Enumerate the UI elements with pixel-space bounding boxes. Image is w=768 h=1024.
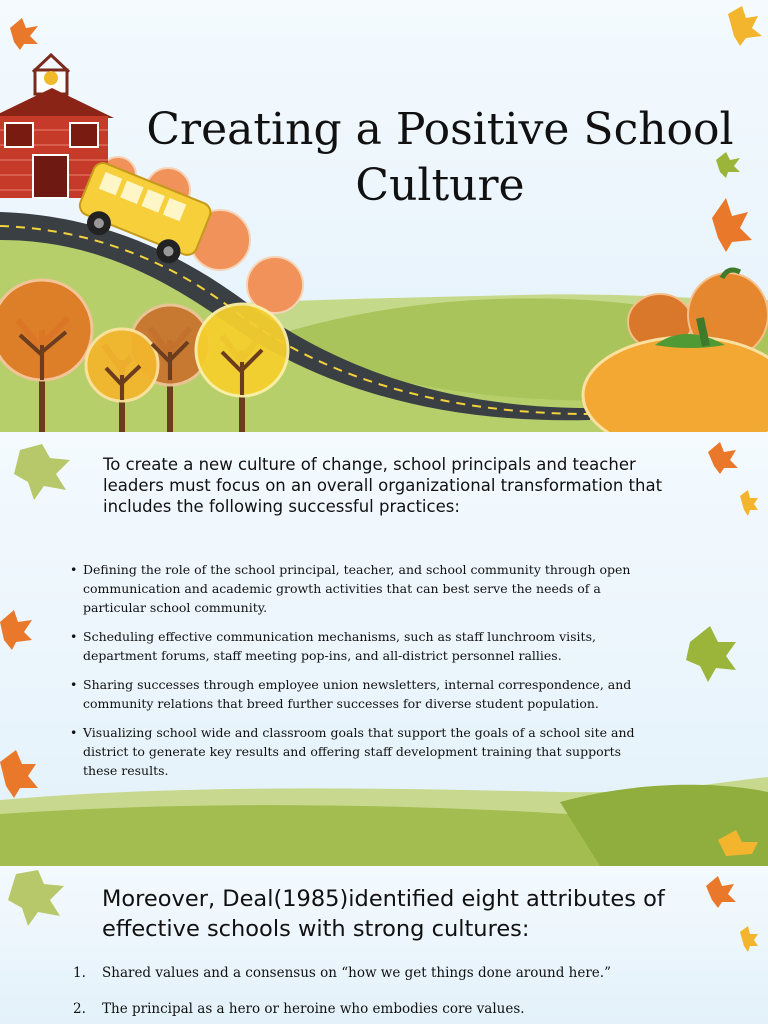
bullet-item: • Sharing successes through employee union newsletters, internal correspondence, and community relations that breed further successes for diverse student population. <box>70 675 650 713</box>
bullet-item: • Defining the role of the school principal, teacher, and school community through open communication and academic growth activities that can best serve the needs of a particular school community. <box>70 560 650 617</box>
bullet-item: • Visualizing school wide and classroom goals that support the goals of a school site and district to generate key results and offering staff development training that supports these results. <box>70 723 650 780</box>
attributes-slide <box>0 866 768 1024</box>
item-text: The principal as a hero or heroine who embodies core values. <box>102 1001 525 1017</box>
item-number: 2. <box>73 1001 86 1017</box>
slide-title: Creating a Positive School Culture <box>146 104 734 211</box>
bullet-item: • Scheduling effective communication mechanisms, such as staff lunchroom visits, department forums, staff meeting pop-ins, and all-district personnel rallies. <box>70 627 650 665</box>
title-slide <box>0 0 768 432</box>
intro-paragraph: To create a new culture of change, school principals and teacher leaders must focus on an overall organizational transformation that includes the following successful practices: <box>103 455 663 516</box>
list-item <box>73 964 713 982</box>
autumn-landscape-illustration <box>0 0 768 432</box>
list-item <box>73 1000 713 1018</box>
item-number: 1. <box>73 965 86 981</box>
practices-bullet-list <box>70 560 650 790</box>
item-text: Shared values and a consensus on “how we get things done around here.” <box>102 965 611 981</box>
attributes-numbered-list <box>73 964 713 1024</box>
practices-slide <box>0 432 768 866</box>
attributes-heading: Moreover, Deal(1985)identified eight attributes of effective schools with strong cultures: <box>102 886 665 942</box>
